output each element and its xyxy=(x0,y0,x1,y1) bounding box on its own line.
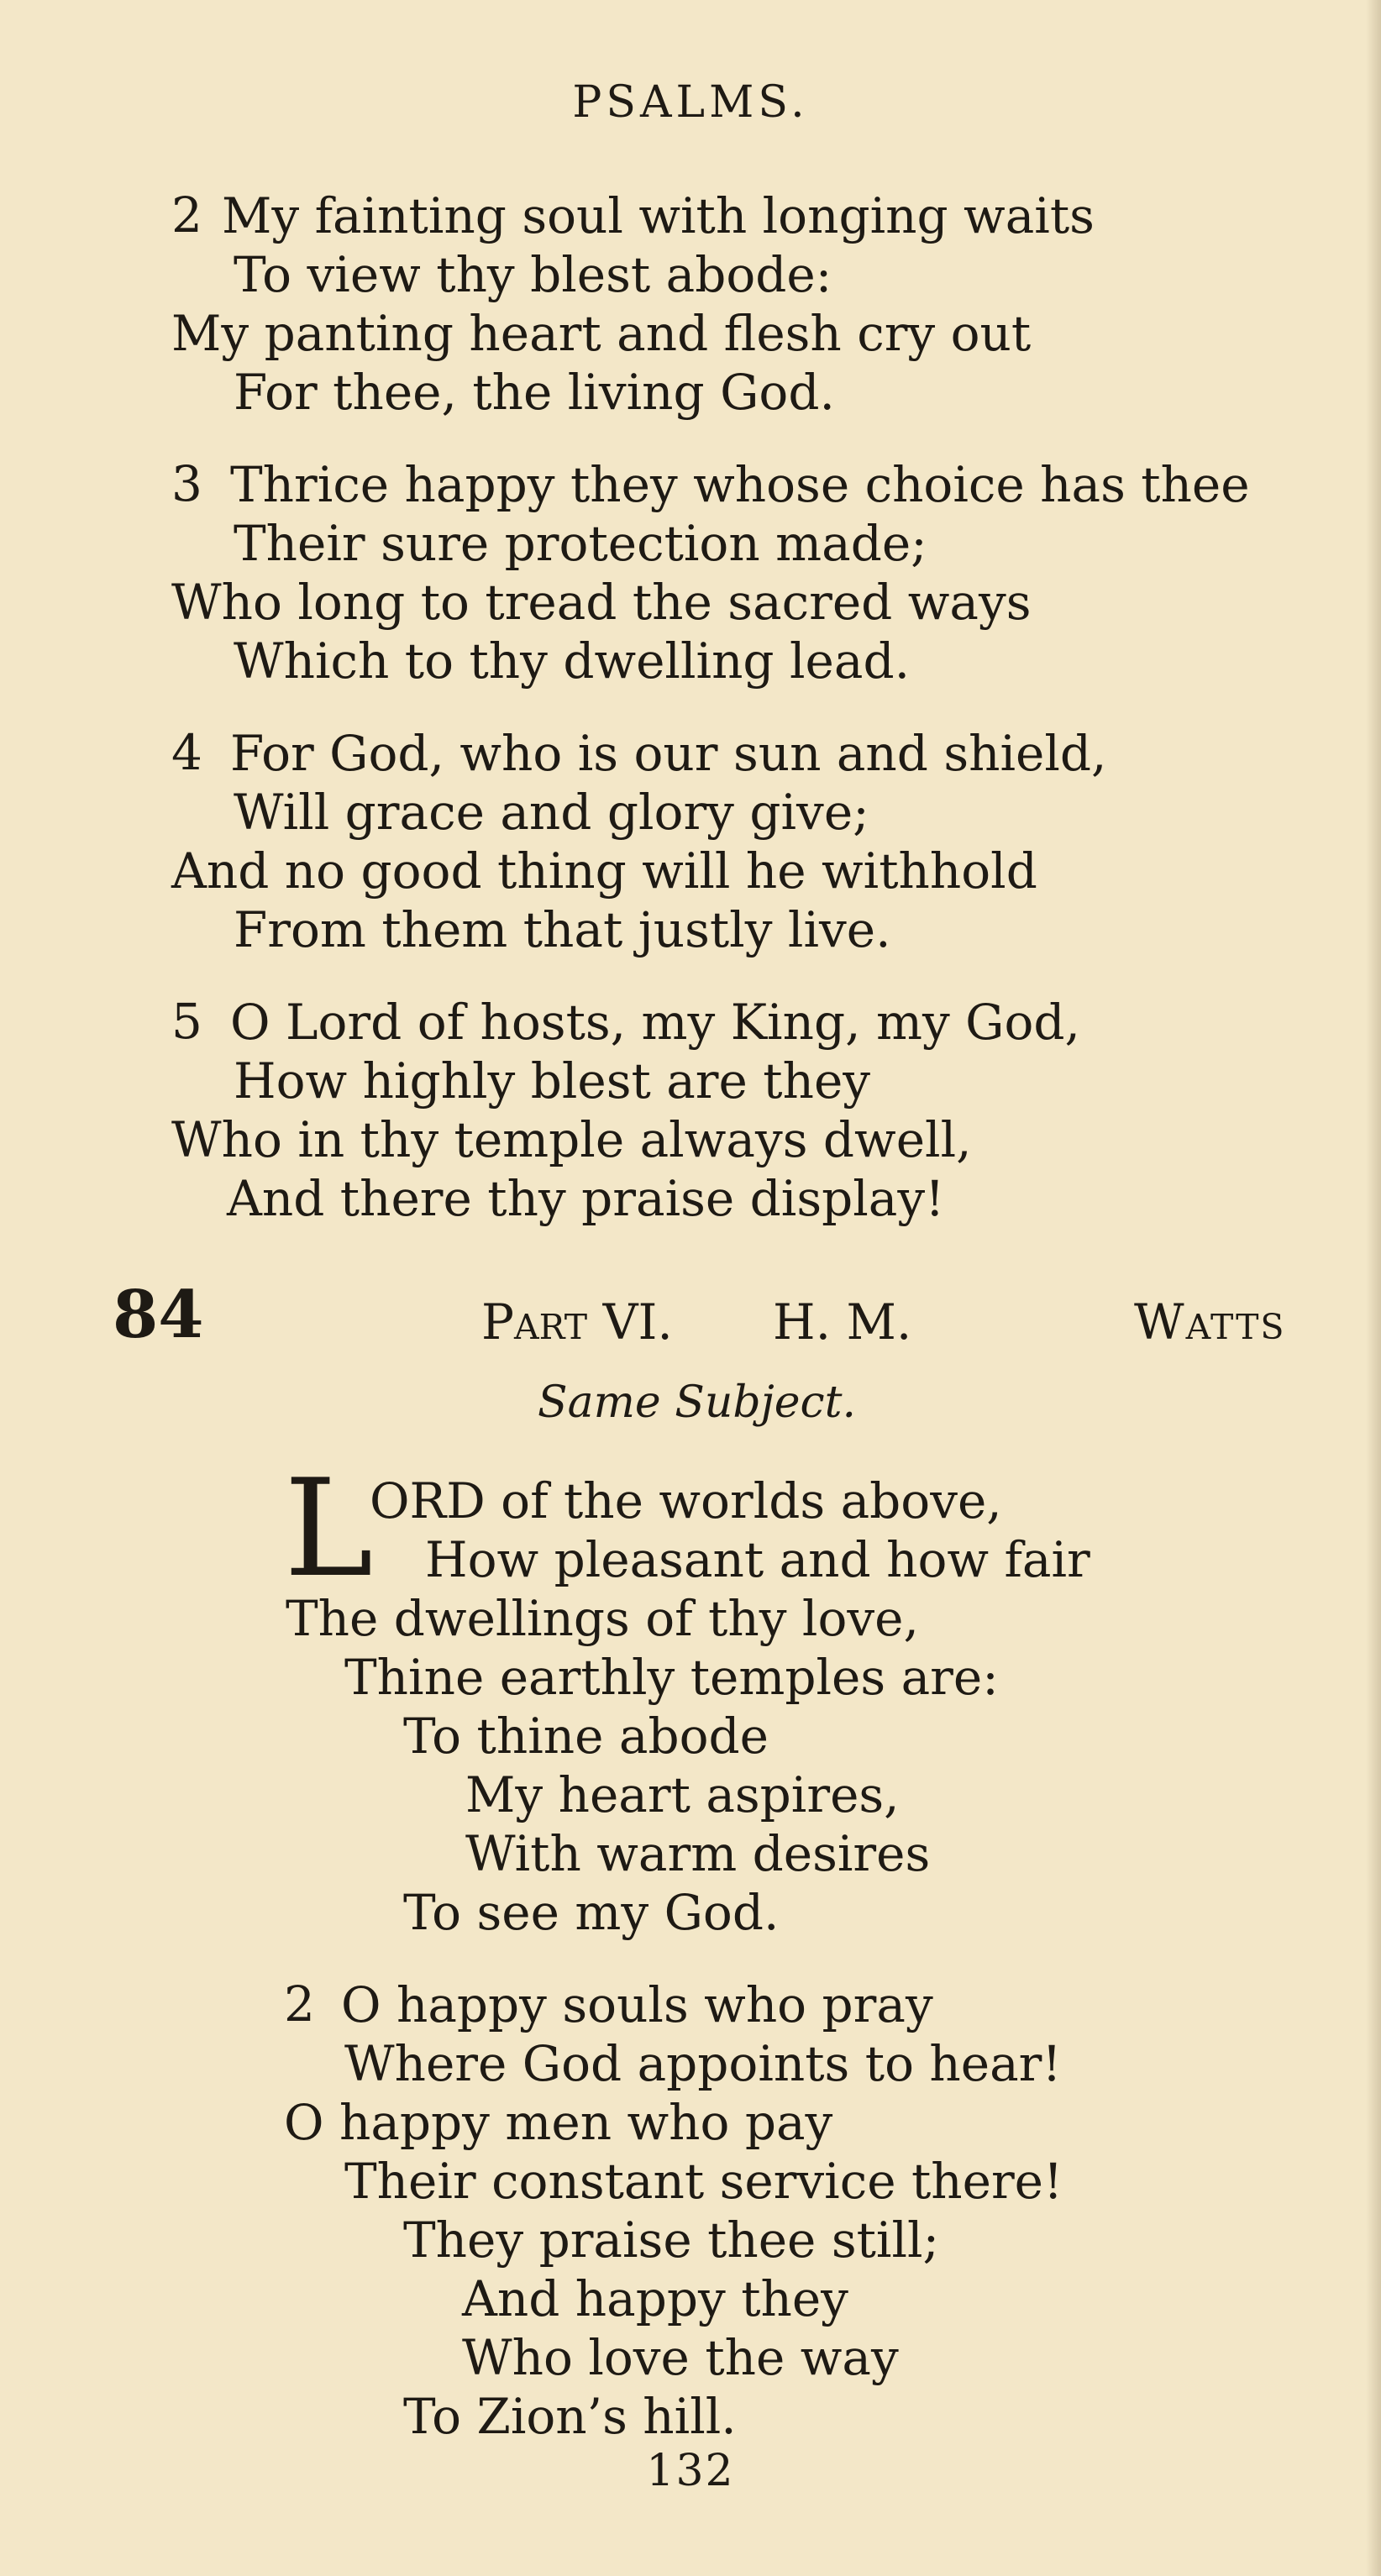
hymn-meter: H. M. xyxy=(773,1293,912,1351)
verse-line: Their constant service there! xyxy=(344,2153,1063,2210)
verse-line: How pleasant and how fair xyxy=(425,1531,1090,1588)
verse-line: To thine abode xyxy=(403,1708,769,1765)
verse-line: How highly blest are they xyxy=(234,1052,871,1110)
verse-line: O happy men who pay xyxy=(284,2094,833,2151)
stanza-number: 5 xyxy=(171,993,202,1050)
verse-line: Thine earthly temples are: xyxy=(344,1649,999,1706)
hymn-author: Watts xyxy=(1134,1293,1286,1351)
verse-line: Thrice happy they whose choice has thee xyxy=(230,456,1250,513)
verse-line: O happy souls who pray xyxy=(341,1976,933,2033)
verse-line: And happy they xyxy=(462,2270,848,2327)
verse-line: My panting heart and flesh cry out xyxy=(171,305,1032,362)
verse-line: Who love the way xyxy=(462,2329,899,2386)
verse-line: They praise thee still; xyxy=(403,2211,940,2269)
verse-line: For God, who is our sun and shield, xyxy=(230,725,1107,782)
stanza-number: 2 xyxy=(284,1975,315,2033)
hymn-number: 84 xyxy=(113,1277,204,1353)
verse-line: And no good thing will he withhold xyxy=(171,842,1037,900)
verse-line: To view thy blest abode: xyxy=(234,246,832,303)
verse-line: My heart aspires, xyxy=(465,1766,900,1823)
verse-line: ORD of the worlds above, xyxy=(370,1472,1002,1529)
stanza-number: 4 xyxy=(171,724,202,781)
verse-line: Will grace and glory give; xyxy=(234,784,869,841)
drop-cap: L xyxy=(284,1450,374,1607)
stanza-number: 3 xyxy=(171,455,202,512)
verse-line: Who in thy temple always dwell, xyxy=(171,1111,972,1168)
hymn-subtitle: Same Subject. xyxy=(538,1377,857,1428)
hymn-part: Part VI. xyxy=(481,1293,673,1351)
verse-line: To see my God. xyxy=(403,1884,780,1941)
page-number: 132 xyxy=(646,2446,735,2496)
running-header: PSALMS. xyxy=(572,77,809,128)
verse-line: And there thy praise display! xyxy=(227,1170,945,1227)
verse-line: To Zion’s hill. xyxy=(403,2388,737,2445)
page-edge-shadow xyxy=(1366,0,1381,2576)
verse-line: From them that justly live. xyxy=(234,901,891,958)
verse-line: The dwellings of thy love, xyxy=(286,1590,919,1647)
verse-line: Where God appoints to hear! xyxy=(344,2035,1062,2092)
verse-line: Which to thy dwelling lead. xyxy=(234,632,911,690)
verse-line: My fainting soul with longing waits xyxy=(222,187,1095,244)
verse-line: Who long to tread the sacred ways xyxy=(171,574,1032,631)
verse-line: With warm desires xyxy=(465,1825,931,1882)
verse-line: Their sure protection made; xyxy=(234,515,927,572)
stanza-number: 2 xyxy=(171,186,202,244)
verse-line: For thee, the living God. xyxy=(234,364,835,421)
verse-line: O Lord of hosts, my King, my God, xyxy=(230,994,1080,1051)
